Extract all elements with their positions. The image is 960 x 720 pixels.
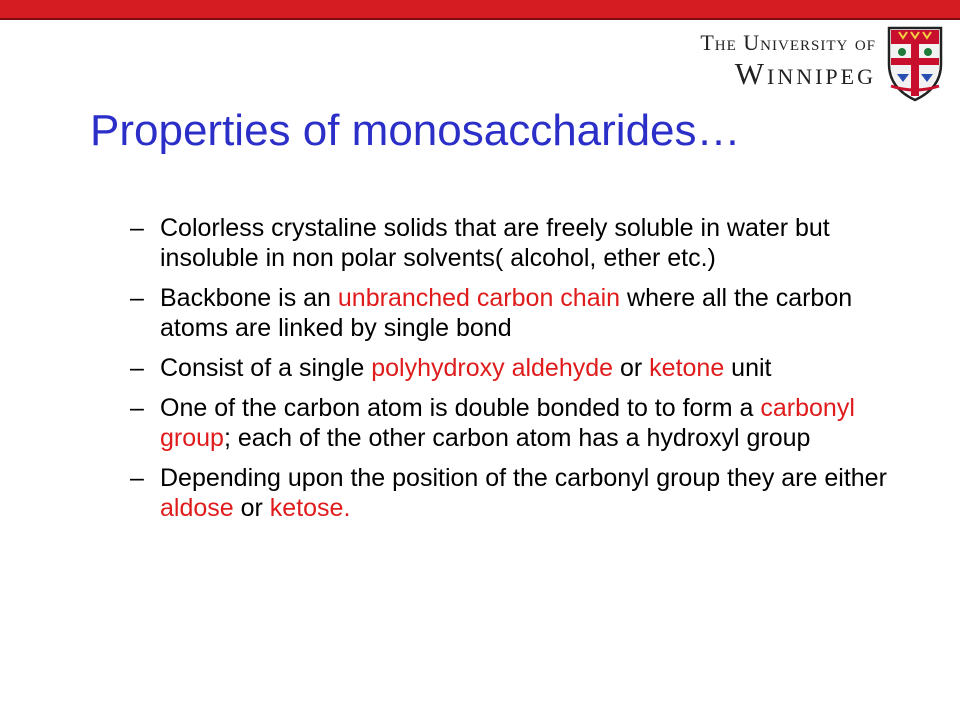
bullet-list — [130, 213, 890, 533]
university-logo — [690, 24, 950, 104]
highlighted-term: aldose — [160, 494, 234, 522]
bullet-item — [130, 353, 890, 383]
bullet-text: Colorless crystaline solids that are freely soluble in water but insoluble in non polar solvents( alcohol, ether etc.) — [160, 214, 830, 272]
highlighted-term: unbranched carbon chain — [337, 284, 621, 312]
bullet-text: Backbone is an — [160, 284, 338, 312]
bullet-text: Consist of a single — [160, 354, 372, 382]
bullet-text: One of the carbon atom is double bonded to to form a — [160, 394, 761, 422]
bullet-text: where all the carbon atoms are linked by single bond — [160, 284, 853, 342]
bullet-dash: – — [130, 354, 144, 382]
highlighted-term: ketose. — [269, 494, 351, 522]
bullet-item — [130, 463, 890, 523]
bullet-item — [130, 213, 890, 273]
bullet-dash: – — [130, 284, 144, 312]
highlighted-term: polyhydroxy aldehyde — [371, 354, 614, 382]
bullet-text: ; each of the other carbon atom has a hydroxyl group — [223, 424, 811, 452]
bullet-dash: – — [130, 464, 144, 492]
top-bar — [0, 0, 960, 20]
bullet-item — [130, 283, 890, 343]
bullet-text: Depending upon the position of the carbonyl group they are either — [160, 464, 887, 492]
bullet-dash: – — [130, 394, 144, 422]
bullet-item — [130, 393, 890, 453]
slide-title: Properties of monosaccharides… — [90, 106, 741, 155]
highlighted-term: carbonyl group — [160, 394, 855, 452]
bullet-text: unit — [724, 354, 772, 382]
highlighted-term: ketone — [649, 354, 725, 382]
logo-text-line1: The University of — [700, 30, 876, 55]
bullet-text: or — [233, 494, 270, 522]
bullet-text: or — [613, 354, 650, 382]
logo-text-line2: Winnipeg — [734, 56, 876, 91]
bullet-dash: – — [130, 214, 144, 242]
crest-icon — [885, 24, 945, 102]
